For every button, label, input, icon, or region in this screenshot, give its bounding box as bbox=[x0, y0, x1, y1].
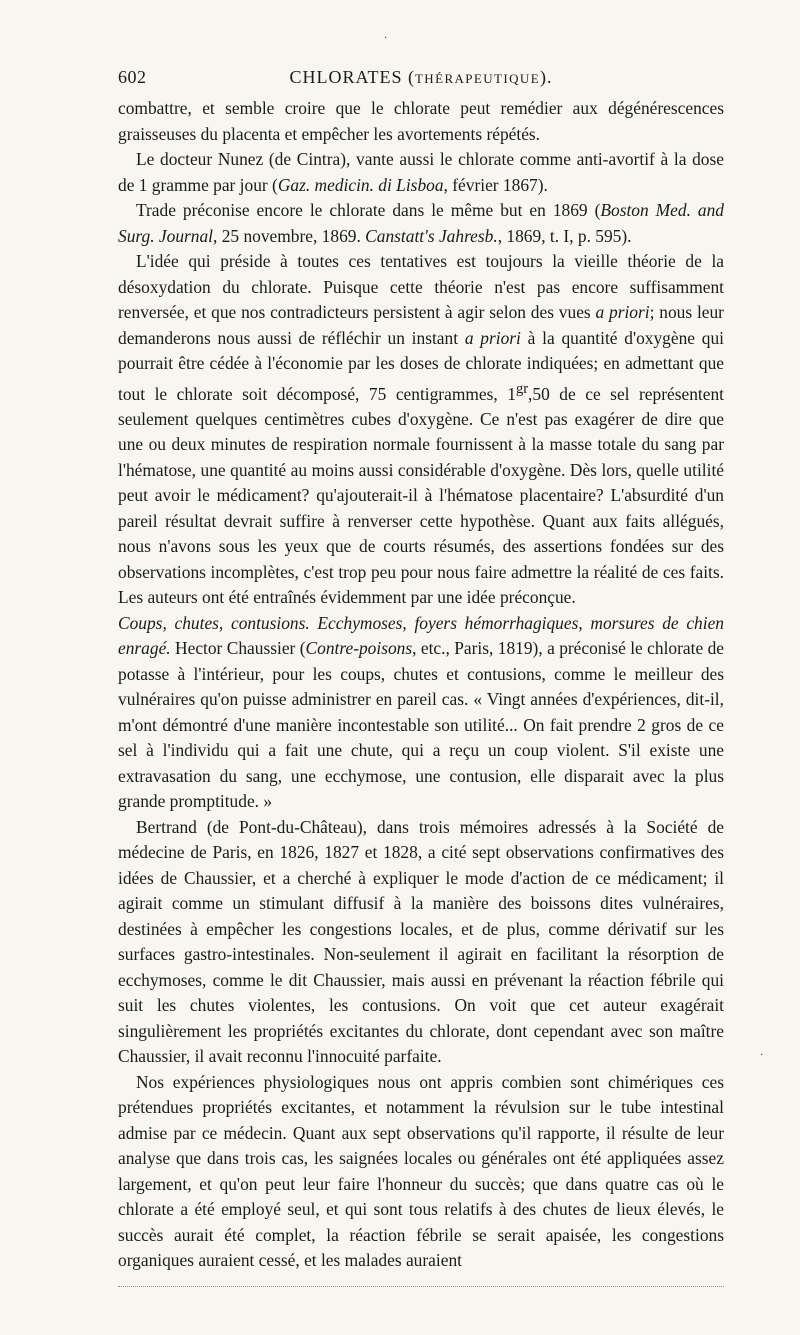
running-header bbox=[118, 64, 724, 90]
paragraph-4-text-c: ; nous leur demanderons nous aussi de réfléchir un instant bbox=[118, 302, 724, 348]
footer-dotted-rule bbox=[118, 1286, 724, 1287]
running-title bbox=[118, 64, 724, 92]
stray-mark: · bbox=[384, 33, 388, 44]
paragraph-5-citation: Contre-poisons bbox=[305, 638, 413, 659]
running-title-small: THÉRAPEUTIQUE bbox=[414, 71, 541, 86]
margin-mark: · bbox=[760, 1050, 764, 1061]
paragraph-1 bbox=[118, 96, 724, 147]
running-title-end: ). bbox=[540, 67, 553, 87]
paragraph-3-text-e: , 1869, t. I, p. 595). bbox=[497, 225, 632, 246]
section-heading: Coups, chutes, contusions. Ecchymoses, foyers hémorrhagiques, morsures de chien enragé. bbox=[118, 612, 724, 659]
paragraph-4-superscript: gr bbox=[515, 380, 529, 397]
page-number: 602 bbox=[118, 67, 147, 87]
running-title-main: CHLORATES ( bbox=[289, 67, 415, 87]
paragraph-3-citation-1: Boston Med. and Surg. Journal bbox=[118, 200, 724, 246]
paragraph-3-citation-2: Canstatt's Jahresb. bbox=[365, 225, 498, 246]
paragraph-3-text-c: , 25 novembre, 1869. bbox=[213, 225, 366, 246]
paragraph-2-text-c: , février 1867). bbox=[443, 174, 548, 195]
paragraph-2-text-a: Le docteur Nunez (de Cintra), vante aussi le chlorate comme anti-avortif à la dose de 1 gramme par jour ( bbox=[118, 149, 724, 195]
paragraph-5-text-b: Hector Chaussier ( bbox=[170, 638, 306, 659]
paragraph-4-italic-1: a priori bbox=[595, 302, 650, 322]
paragraph-2 bbox=[118, 147, 724, 198]
paragraph-6-text: Bertrand (de Pont-du-Château), dans trois mémoires adressés à la Société de médecine de Paris, en 1826, 1827 et 1828, a cité sept observations confirmatives des idées de Chaussier, et a cherché à expliquer le mode d'action de ce médicament; il agirait comme un stimulant diffusif à la manière des boissons dites vulnéraires, destinées à empêcher les congestions locales, et de plus, comme dérivatif sur les surfaces gastro-intestinales. Non-seulement il agirait en facilitant la résorption de ecchymoses, comme le dit Chaussier, mais aussi en prévenant la réaction fébrile qui suit les chutes violentes, les contusions. On voit que cet auteur exagérait singulièrement les propriétés excitantes du chlorate, dont cependant avec son maître Chaussier, il avait reconnu l'innocuité parfaite. bbox=[118, 816, 724, 1067]
paragraph-3 bbox=[118, 198, 724, 249]
paragraph-4 bbox=[118, 249, 724, 611]
paragraph-7 bbox=[118, 1070, 724, 1274]
paragraph-4-text-a: L'idée qui préside à toutes ces tentatives est toujours la vieille théorie de la désoxydation du chlorate. Puisque cette théorie n'est pas encore suffisamment renversée, et que nos contradicteurs persistent à agir selon des vues bbox=[118, 251, 724, 322]
paragraph-5 bbox=[118, 611, 724, 815]
paragraph-3-text-a: Trade préconise encore le chlorate dans le même but en 1869 ( bbox=[136, 200, 601, 220]
paragraph-4-text-e: à la quantité d'oxygène qui pourrait être cédée à l'économie par les doses de chlorate indiquées; en admettant que tout le chlorate soit décomposé, 75 centigrammes, 1 bbox=[118, 327, 724, 404]
paragraph-2-citation: Gaz. medicin. di Lisboa bbox=[277, 174, 444, 195]
paragraph-6 bbox=[118, 815, 724, 1070]
paragraph-5-text-d: , etc., Paris, 1819), a préconisé le chlorate de potasse à l'intérieur, pour les coups, chutes et contusions, comme le meilleur des vulnéraires qu'on puisse administrer en pareil cas. « Vingt années d'expériences, dit-il, m'ont démontré d'une manière incontestable son utilité... On fait prendre 2 gros de ce sel à l'individu qui a fait une chute, qui a reçu un coup violent. S'il existe une extravasation du sang, une ecchymose, une contusion, elle disparait avec la plus grande promptitude. » bbox=[118, 638, 724, 812]
body-text bbox=[118, 96, 724, 1274]
paragraph-4-italic-2: a priori bbox=[464, 327, 521, 348]
paragraph-4-text-g: ,50 de ce sel représentent seulement quelques centimètres cubes d'oxygène. Ce n'est pas exagérer de dire que une ou deux minutes de respiration normale fournissent à la masse totale du sang par l'hématose, une quantité au moins aussi considérable d'oxygène. Dès lors, quelle utilité peut avoir le médicament? qu'ajouterait-il à l'hématose placentaire? L'absurdité d'un pareil résultat devrait suffire à renverser cette hypothèse. Quant aux faits allégués, nous n'avons sous les yeux que de courts résumés, des assertions fondées sur des observations incomplètes, c'est trop peu pour nous faire admettre la réalité de ces faits. Les auteurs ont été entraînés évidemment par une idée préconçue. bbox=[118, 383, 724, 608]
paragraph-1-text: combattre, et semble croire que le chlorate peut remédier aux dégénérescences graisseuses du placenta et empêcher les avortements répétés. bbox=[118, 98, 724, 144]
paragraph-7-text: Nos expériences physiologiques nous ont appris combien sont chimériques ces prétendues propriétés excitantes, et notamment la révulsion sur le tube intestinal admise par ce médecin. Quant aux sept observations qu'il rapporte, il résulte de leur analyse que dans trois cas, les saignées locales ou générales ont été appliquées assez largement, et qu'on peut leur faire l'honneur du succès; que dans quatre cas où le chlorate a été employé seul, et qui sont tous relatifs à des chutes de lieux élevés, le succès aurait été complet, la réaction fébrile se serait apaisée, les congestions organiques auraient cessé, et les malades auraient bbox=[118, 1071, 724, 1271]
